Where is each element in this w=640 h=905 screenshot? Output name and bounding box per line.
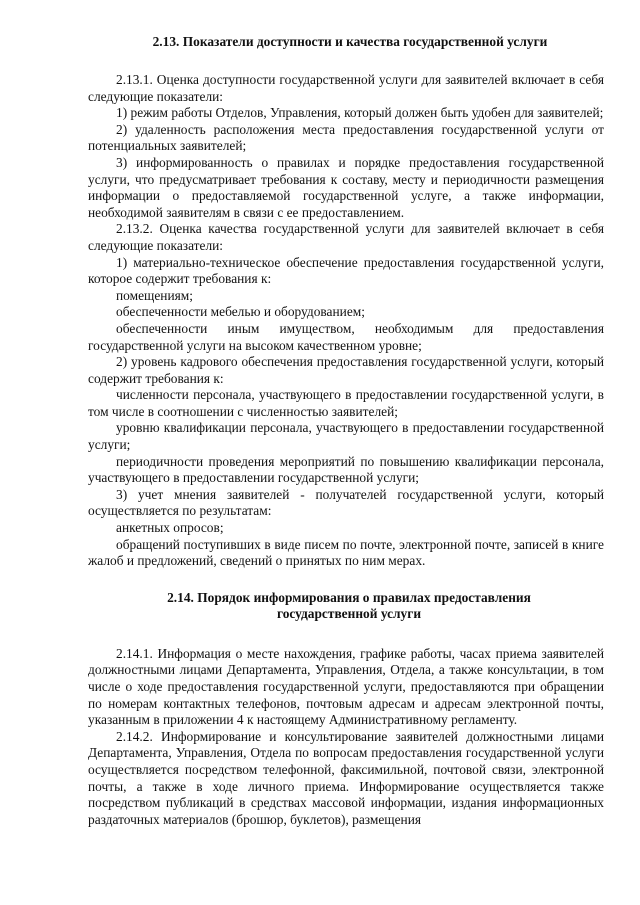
- section-2-14-title: [88, 590, 604, 622]
- section-2-13-title: 2.13. Показатели доступности и качества государственной услуги: [152, 34, 548, 49]
- paragraph: 2.13.1. Оценка доступности государственной услуги для заявителей включает в себя следующие показатели:: [88, 72, 604, 104]
- paragraph: обеспеченности мебелью и оборудованием;: [116, 304, 365, 320]
- section-2-14-title-line1: 2.14. Порядок информирования о правилах предоставления: [167, 589, 531, 605]
- paragraph: обеспеченности иным имуществом, необходимым для предоставления государственной услуги на высоком качественном уровне;: [88, 320, 604, 353]
- paragraph: 1) материально-техническое обеспечение предоставления государственной услуги, которое содержит требования к:: [88, 254, 604, 287]
- section-2-13-body: [88, 72, 604, 570]
- paragraph: анкетных опросов;: [116, 520, 224, 536]
- paragraph: 3) информированность о правилах и порядке предоставления государственной услуги, что предусматривает требования к составу, месту и периодичности размещения информации о предоставляемой государственной услуге, а также информации, необходимой заявителям в связи с ее предоставлением.: [88, 154, 604, 220]
- paragraph: обращений поступивших в виде писем по почте, электронной почте, записей в книге жалоб и предложений, сведений о принятых по ним мерах.: [88, 536, 604, 569]
- paragraph: помещениям;: [116, 287, 193, 303]
- paragraph: 2.14.1. Информация о месте нахождения, графике работы, часах приема заявителей должностными лицами Департамента, Управления, Отдела, а также консультации, в том числе о ходе предоставления государственной услуги, предоставляются при обращении по номерам контактных телефонов, почтовым адресам и адресам электронной почты, указанным в приложении 4 к настоящему Административному регламенту.: [88, 645, 604, 728]
- section-2-14-title-line2: государственной услуги: [276, 605, 422, 621]
- paragraph: уровню квалификации персонала, участвующего в предоставлении государственной услуги;: [88, 420, 604, 453]
- paragraph: 3) учет мнения заявителей - получателей государственной услуги, который осуществляется по результатам:: [88, 486, 604, 519]
- paragraph: 1) режим работы Отделов, Управления, который должен быть удобен для заявителей;: [116, 105, 604, 121]
- section-2-14-body: [88, 646, 604, 829]
- paragraph: 2.13.2. Оценка качества государственной услуги для заявителей включает в себя следующие показатели:: [88, 221, 604, 253]
- paragraph: 2) удаленность расположения места предоставления государственной услуги от потенциальных заявителей;: [88, 121, 604, 154]
- paragraph: численности персонала, участвующего в предоставлении государственной услуги, в том числе в соотношении с численностью заявителей;: [88, 387, 604, 419]
- paragraph: периодичности проведения мероприятий по повышению квалификации персонала, участвующего в предоставлении государственной услуги;: [88, 453, 604, 486]
- paragraph: 2.14.2. Информирование и консультирование заявителей должностными лицами Департамента, Управления, Отдела по вопросам предоставления государственной услуги осуществляется посредством телефонной, факсимильной, почтовой связи, электронной почты, а также в ходе личного приема. Информирование осуществляется также посредством публикаций в средствах массовой информации, издания информационных раздаточных материалов (брошюр, буклетов), размещения: [88, 728, 604, 827]
- paragraph: 2) уровень кадрового обеспечения предоставления государственной услуги, который содержит требования к:: [88, 354, 604, 386]
